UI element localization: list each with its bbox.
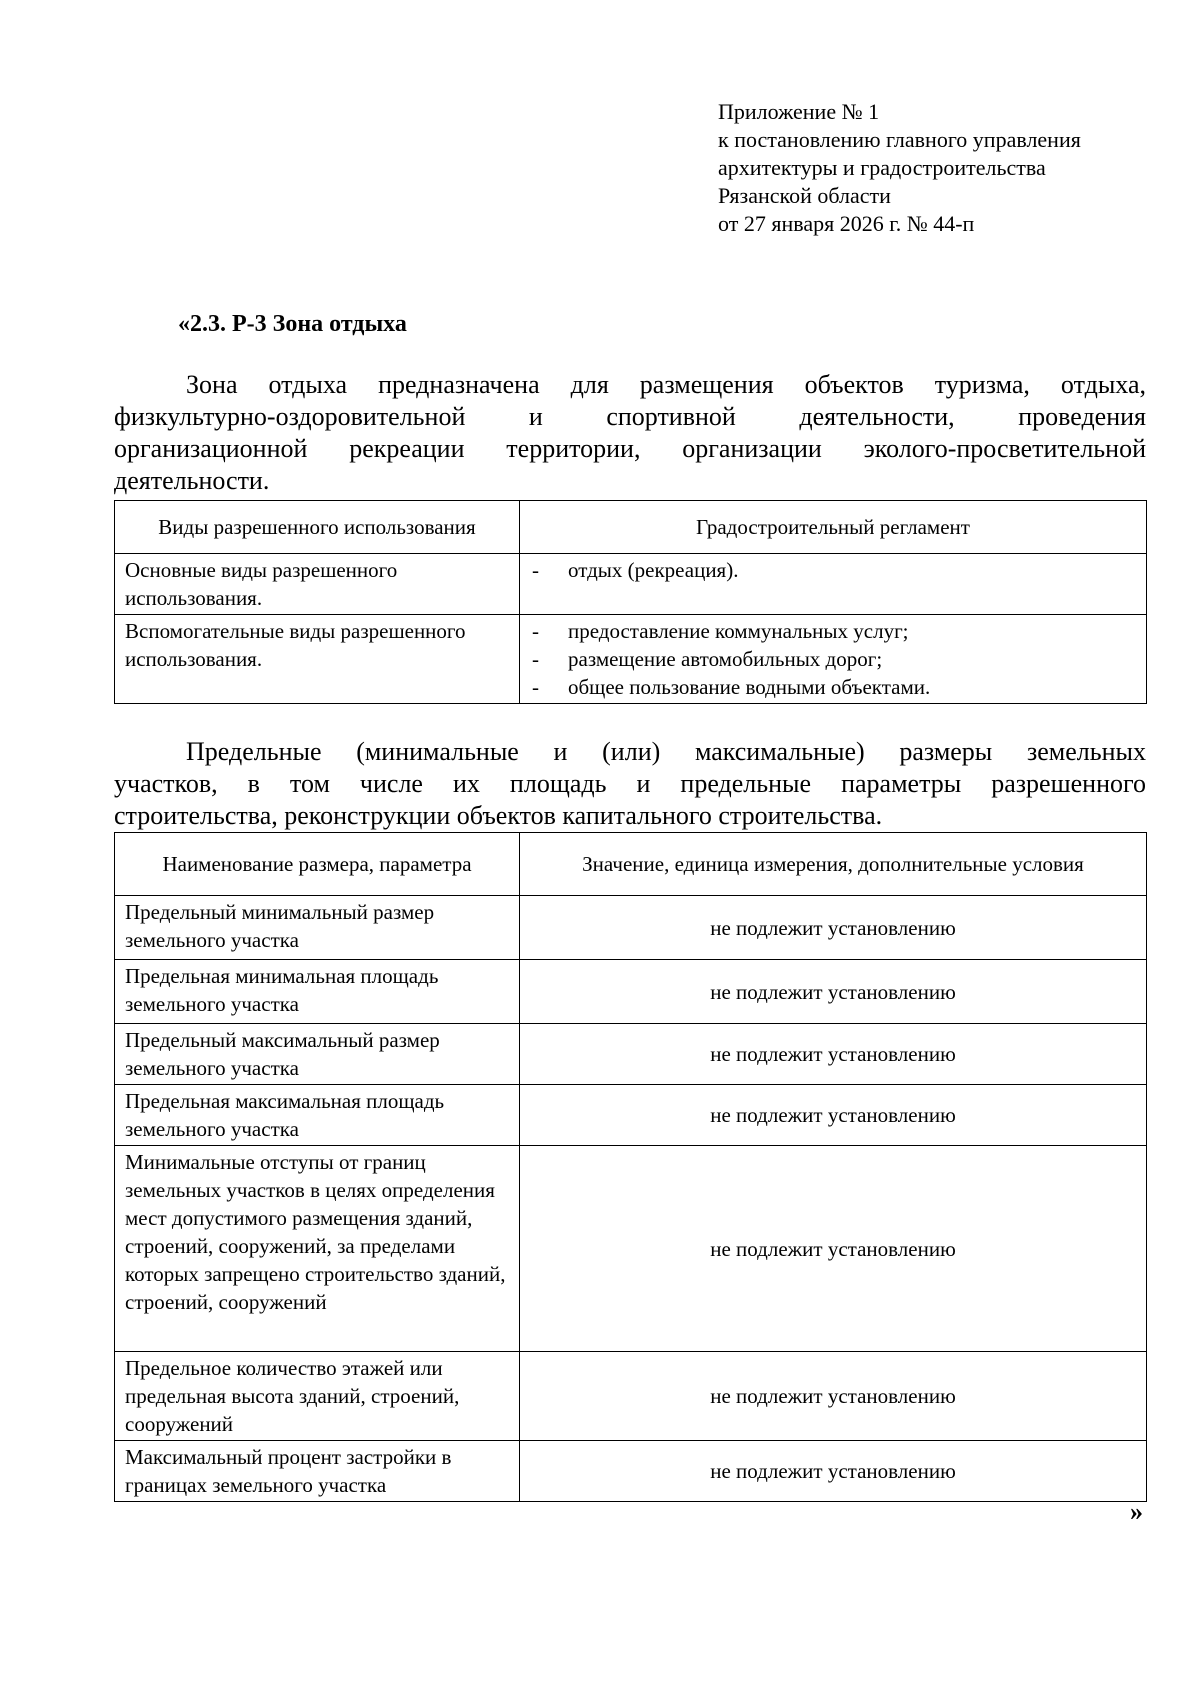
parameters-table	[114, 832, 1147, 1502]
parameter-value: не подлежит установлению	[520, 896, 1147, 960]
closing-quote-mark: »	[1130, 1497, 1143, 1526]
description-line: организационной рекреации территории, организации эколого-просветительной	[114, 434, 1146, 463]
limits-description	[114, 736, 1146, 832]
appendix-line: к постановлению главного управления	[718, 127, 1081, 152]
limits-line: строительства, реконструкции объектов капитального строительства.	[114, 801, 883, 830]
table-row	[115, 960, 1147, 1024]
table-row	[115, 1146, 1147, 1352]
header-cell-uses: Виды разрешенного использования	[115, 501, 520, 554]
parameter-value: не подлежит установлению	[520, 960, 1147, 1024]
limits-line: участков, в том числе их площадь и предельные параметры разрешенного	[114, 769, 1146, 798]
table-row	[115, 1441, 1147, 1502]
uses-label: Основные виды разрешенного использования.	[115, 554, 520, 615]
parameter-value: не подлежит установлению	[520, 1441, 1147, 1502]
description-line: деятельности.	[114, 466, 270, 495]
section-heading: «2.3. Р-3 Зона отдыха	[178, 311, 407, 337]
table-row	[115, 554, 1147, 615]
list-item: - предоставление коммунальных услуг;	[532, 619, 909, 643]
parameter-value: не подлежит установлению	[520, 1146, 1147, 1352]
parameter-name: Предельный минимальный размер земельного участка	[115, 896, 520, 960]
description-line: Зона отдыха предназначена для размещения объектов туризма, отдыха,	[186, 370, 1146, 399]
table-header-row	[115, 833, 1147, 896]
appendix-header	[718, 98, 1081, 238]
table-row	[115, 1024, 1147, 1085]
appendix-line: архитектуры и градостроительства	[718, 155, 1046, 180]
zone-description	[114, 369, 1146, 497]
uses-label: Вспомогательные виды разрешенного использования.	[115, 615, 520, 704]
parameter-name: Предельный максимальный размер земельного участка	[115, 1024, 520, 1085]
uses-items	[520, 554, 1147, 615]
parameter-value: не подлежит установлению	[520, 1024, 1147, 1085]
header-cell-regulation: Градостроительный регламент	[520, 501, 1147, 554]
parameter-name: Предельная минимальная площадь земельного участка	[115, 960, 520, 1024]
dash-marker: -	[532, 558, 539, 582]
parameter-value: не подлежит установлению	[520, 1352, 1147, 1441]
parameter-name: Предельное количество этажей или предельная высота зданий, строений, сооружений	[115, 1352, 520, 1441]
dash-marker: -	[532, 675, 539, 699]
table-header-row	[115, 501, 1147, 554]
appendix-line: от 27 января 2026 г. № 44-п	[718, 211, 975, 236]
limits-line: Предельные (минимальные и (или) максимальные) размеры земельных	[186, 737, 1146, 766]
permitted-uses-table	[114, 500, 1147, 704]
header-cell-value: Значение, единица измерения, дополнительные условия	[520, 833, 1147, 896]
dash-marker: -	[532, 647, 539, 671]
uses-items	[520, 615, 1147, 704]
dash-marker: -	[532, 619, 539, 643]
table-row	[115, 1352, 1147, 1441]
parameter-name: Предельная максимальная площадь земельного участка	[115, 1085, 520, 1146]
parameter-value: не подлежит установлению	[520, 1085, 1147, 1146]
table-row	[115, 896, 1147, 960]
table-row	[115, 1085, 1147, 1146]
parameter-name: Минимальные отступы от границ земельных участков в целях определения мест допустимого размещения зданий, строений, сооружений, за пределами которых запрещено строительство зданий, строений, сооружений	[115, 1146, 520, 1352]
parameter-name: Максимальный процент застройки в границах земельного участка	[115, 1441, 520, 1502]
appendix-line: Рязанской области	[718, 183, 891, 208]
appendix-line: Приложение № 1	[718, 99, 880, 124]
list-item: - общее пользование водными объектами.	[532, 675, 931, 699]
header-cell-parameter: Наименование размера, параметра	[115, 833, 520, 896]
list-item: - отдых (рекреация).	[532, 558, 739, 582]
description-line: физкультурно-оздоровительной и спортивной деятельности, проведения	[114, 402, 1146, 431]
list-item: - размещение автомобильных дорог;	[532, 647, 883, 671]
table-row	[115, 615, 1147, 704]
